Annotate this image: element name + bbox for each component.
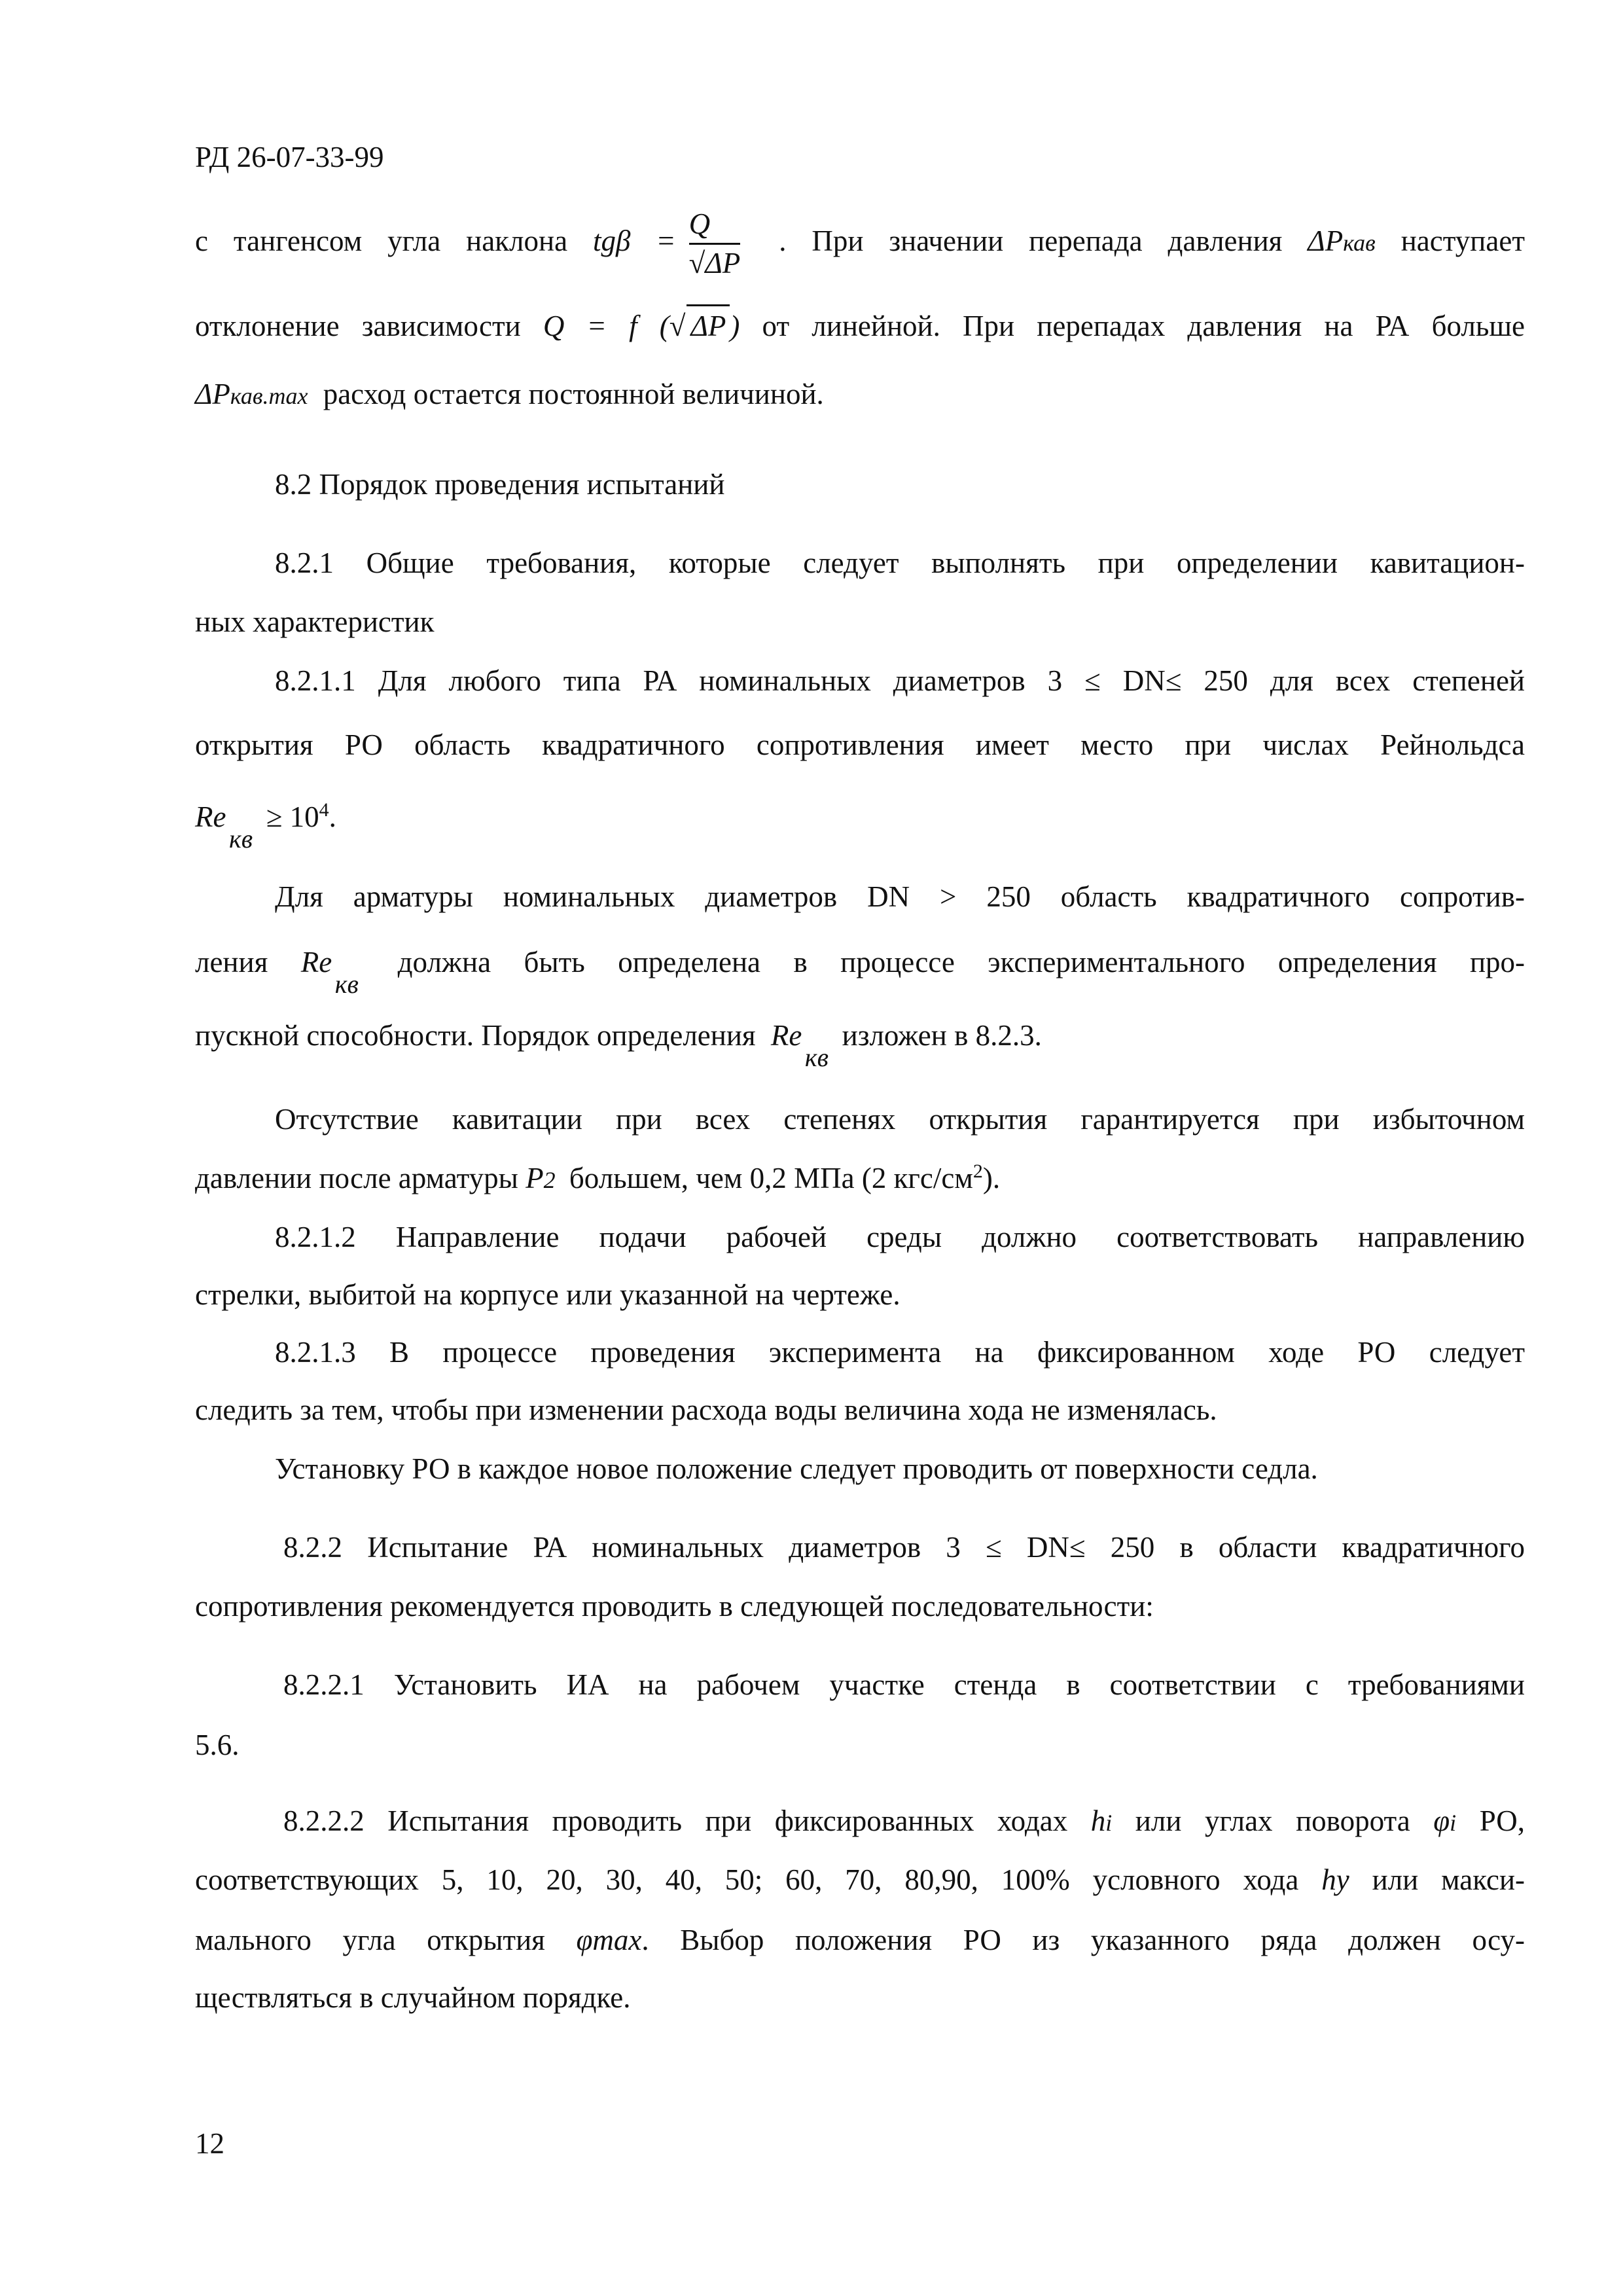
text-fragment: или углах поворота: [1135, 1804, 1410, 1837]
sqrt-argument: ΔP: [687, 304, 730, 346]
formula-subscript: i: [1105, 1810, 1113, 1836]
formula-text: ≥ 10: [266, 800, 319, 833]
text-fragment: ).: [982, 1162, 1001, 1194]
text-fragment: от линейной. При перепадах давления на РА больше: [762, 310, 1525, 342]
paragraph-line: [195, 304, 1525, 346]
formula-text: Re: [770, 1019, 802, 1052]
formula-superscript: 4: [319, 799, 329, 821]
formula-dependency: [543, 310, 740, 342]
formula-reynolds: [770, 1016, 829, 1072]
paragraph-line: сопротивления рекомендуется проводить в следующей последовательности:: [195, 1590, 1154, 1623]
superscript: 2: [972, 1160, 983, 1182]
text-fragment: давлении после арматуры: [195, 1162, 518, 1194]
section-heading: 8.2 Порядок проведения испытаний: [275, 468, 725, 501]
paragraph-line: Отсутствие кавитации при всех степенях открытия гарантируется при избыточном: [275, 1103, 1525, 1136]
formula-phi-max: φmax: [576, 1924, 642, 1956]
text-fragment: изложен в 8.2.3.: [842, 1019, 1042, 1052]
formula-text: φ: [1433, 1804, 1450, 1837]
formula-subscript: кв: [229, 824, 253, 853]
paragraph-line: 8.2.2.1 Установить ИА на рабочем участке стенда в соответствии с требованиями: [283, 1668, 1525, 1701]
paragraph-line: открытия РО область квадратичного сопротивления имеет место при числах Рейнольдса: [195, 728, 1525, 761]
formula-text: tgβ =: [592, 224, 676, 257]
formula-h-y: hy: [1321, 1863, 1349, 1896]
text-fragment: должна быть определена в процессе экспериментального определения про-: [397, 946, 1525, 978]
page-number: 12: [195, 2127, 224, 2160]
formula-dp-kav: [1308, 224, 1375, 257]
text-fragment: с тангенсом угла наклона: [195, 224, 568, 257]
formula-dp-kav-max: [195, 378, 308, 410]
fraction: [689, 209, 741, 278]
formula-text: P: [526, 1162, 544, 1194]
paragraph-line: [195, 374, 1525, 416]
fraction-numerator: Q: [688, 207, 711, 240]
paragraph-line: [283, 1801, 1525, 1842]
paragraph-line: 8.2.1.3 В процессе проведения эксперимента на фиксированном ходе РО следует: [275, 1336, 1525, 1369]
paragraph-line: 5.6.: [195, 1729, 240, 1761]
text-fragment: отклонение зависимости: [195, 310, 521, 342]
formula-reynolds: [195, 797, 253, 853]
sqrt-symbol: √: [688, 247, 705, 279]
formula-subscript: кв: [334, 969, 359, 999]
formula-subscript: 2: [543, 1167, 556, 1193]
text-fragment: расход остается постоянной величиной.: [323, 378, 824, 410]
paragraph-line: [195, 209, 1525, 278]
text-fragment: большем, чем 0,2 МПа (2 кгс/см: [569, 1162, 973, 1194]
text-fragment: мального угла открытия: [195, 1924, 545, 1956]
document-code: РД 26-07-33-99: [195, 141, 384, 173]
formula-text: h: [1090, 1804, 1106, 1837]
formula-subscript: i: [1450, 1810, 1457, 1836]
paragraph-line: [195, 1016, 1525, 1072]
paragraph-line: [195, 1158, 1525, 1200]
formula-phi-i: [1433, 1804, 1456, 1837]
paragraph-line: [195, 1860, 1525, 1899]
text-fragment: или макси-: [1372, 1863, 1525, 1896]
paragraph-line: следить за тем, чтобы при изменении расхода воды величина хода не изменялась.: [195, 1393, 1217, 1426]
text-fragment: 8.2.2.2 Испытания проводить при фиксированных ходах: [283, 1804, 1068, 1837]
formula-h-i: [1091, 1804, 1113, 1837]
sqrt-argument: ΔP: [705, 247, 741, 279]
paragraph-line: [195, 942, 1525, 999]
formula-p2: [526, 1162, 556, 1194]
paragraph-line: 8.2.1.1 Для любого типа РА номинальных диаметров 3 ≤ DN≤ 250 для всех степеней: [275, 664, 1525, 697]
paragraph-line: Для арматуры номинальных диаметров DN > 250 область квадратичного сопротив-: [275, 880, 1525, 913]
formula-text: Re: [195, 800, 226, 833]
formula-text: Q = f (: [543, 310, 669, 342]
formula-subscript: кв: [804, 1043, 829, 1072]
paragraph-line: 8.2.1.2 Направление подачи рабочей среды должно соответствовать направлению: [275, 1221, 1525, 1253]
text-fragment: . При значении перепада давления: [779, 224, 1283, 257]
formula-wrap: [576, 1924, 1525, 1956]
paragraph-line: ных характеристик: [195, 605, 435, 638]
paragraph-line: [195, 1920, 1525, 1960]
paragraph-line: стрелки, выбитой на корпусе или указанной на чертеже.: [195, 1278, 901, 1311]
text-fragment: .: [329, 800, 336, 833]
sqrt-symbol: √: [669, 310, 686, 342]
text-fragment: пускной способности. Порядок определения: [195, 1019, 756, 1052]
formula-reynolds: [300, 942, 359, 999]
text-fragment: РО,: [1479, 1804, 1525, 1837]
paragraph-line: ществляться в случайном порядке.: [195, 1981, 631, 2014]
paragraph-line: Установку РО в каждое новое положение следует проводить от поверхности седла.: [275, 1452, 1318, 1485]
formula-text: Re: [300, 946, 332, 978]
text-fragment: ления: [195, 946, 268, 978]
text-fragment: соответствующих 5, 10, 20, 30, 40, 50; 60, 70, 80,90, 100% условного хода: [195, 1863, 1299, 1896]
formula-text: ΔP: [1308, 224, 1344, 257]
paragraph-line: [195, 797, 1525, 853]
paragraph-line: 8.2.1 Общие требования, которые следует выполнять при определении кавитацион-: [275, 547, 1525, 579]
paragraph-line: 8.2.2 Испытание РА номинальных диаметров 3 ≤ DN≤ 250 в области квадратичного: [283, 1531, 1525, 1564]
formula-subscript: кав.max: [230, 383, 308, 409]
formula-subscript: кав: [1343, 229, 1376, 256]
text-fragment: наступает: [1400, 224, 1525, 257]
formula-text: ΔP: [195, 378, 230, 410]
text-fragment: . Выбор положения РО из указанного ряда должен осу-: [641, 1924, 1525, 1956]
formula-text: ): [730, 310, 740, 342]
fraction-denominator: [689, 243, 741, 278]
